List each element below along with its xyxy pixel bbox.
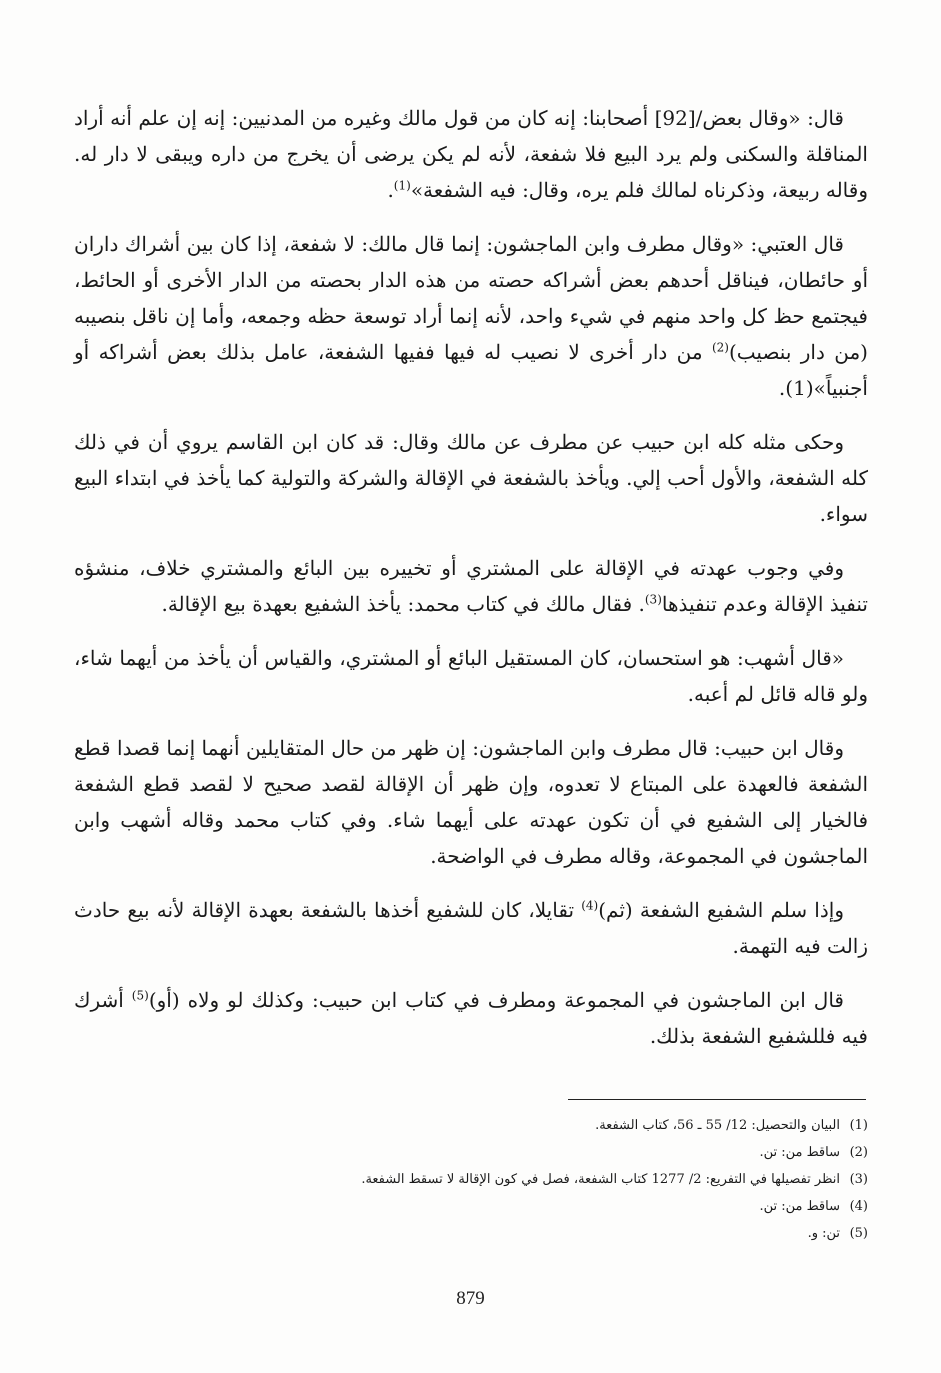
main-text <box>74 100 868 1072</box>
paragraph-8: قال ابن الماجشون في المجموعة ومطرف في كتاب ابن حبيب: وكذلك لو ولاه (أو)$^{(5)}$ أشرك فيه فللشفيع الشفعة بذلك. <box>74 988 868 1048</box>
footnote-number: (3) <box>849 1172 868 1187</box>
paragraph-6: وقال ابن حبيب: قال مطرف وابن الماجشون: إن ظهر من حال المتقايلين أنهما إنما قصدا قطع الشفعة فالعهدة على المبتاع لا تعدوه، وإن ظهر أن الإقالة لقصد صحيح لا لقصد قطع الشفعة فالخيار إلى الشفيع في أن تكون عهدته على أيهما شاء. وفي كتاب محمد وقاله أشهب وابن الماجشون في المجموعة، وقاله مطرف في الواضحة. <box>74 736 868 868</box>
footnote-item <box>74 1220 868 1247</box>
paragraph-5: «قال أشهب: هو استحسان، كان المستقيل البائع أو المشتري، والقياس أن يأخذ من أيهما شاء، ولو قاله قائل لم أعبه. <box>74 646 868 706</box>
paragraph-1: قال: «وقال بعض/[92] أصحابنا: إنه كان من قول مالك وغيره من المدنيين: إنه إن علم أنه أراد المناقلة والسكنى ولم يرد البيع فلا شفعة، لأنه لم يكن يرضى أن يخرج من داره ويبقى لا دار له. وقاله ربيعة، وذكرناه لمالك فلم يره، وقال: فيه الشفعة»$^{(1)}$. <box>74 106 868 202</box>
footnote-item <box>74 1166 868 1193</box>
footnote-number: (5) <box>849 1226 868 1241</box>
footnotes <box>74 1112 868 1247</box>
footnote-text: البيان والتحصيل: 12/ 55 ـ 56، كتاب الشفعة. <box>595 1118 840 1133</box>
footnote-item <box>74 1112 868 1139</box>
paragraph-4: وفي وجوب عهدته في الإقالة على المشتري أو تخييره بين البائع والمشتري خلاف، منشؤه تنفيذ الإقالة وعدم تنفيذها$^{(3)}$. فقال مالك في كتاب محمد: يأخذ الشفيع بعهدة بيع الإقالة. <box>74 556 868 616</box>
footnote-ref: (1) <box>393 178 411 193</box>
footnote-text: تن: و. <box>807 1226 840 1241</box>
footnote-divider <box>568 1099 866 1100</box>
footnote-ref: (3) <box>644 592 662 607</box>
footnote-text: ساقط من: تن. <box>759 1199 840 1214</box>
footnote-ref: (5) <box>131 988 149 1003</box>
footnote-number: (1) <box>849 1118 868 1133</box>
page-number: 879 <box>456 1288 485 1309</box>
paragraph-7: وإذا سلم الشفيع الشفعة (ثم)$^{(4)}$ تقايلا، كان للشفيع أخذها بالشفعة بعهدة الإقالة لأنه بيع حادث زالت فيه التهمة. <box>74 898 868 958</box>
footnote-ref: (4) <box>581 898 599 913</box>
footnote-text: ساقط من: تن. <box>759 1145 840 1160</box>
footnote-item <box>74 1139 868 1166</box>
footnote-number: (2) <box>849 1145 868 1160</box>
footnote-text: انظر تفصيلها في التفريع: 2/ 1277 كتاب الشفعة، فصل في كون الإقالة لا تسقط الشفعة. <box>361 1172 840 1187</box>
footnote-ref: (2) <box>711 340 729 355</box>
paragraph-2: قال العتبي: «وقال مطرف وابن الماجشون: إنما قال مالك: لا شفعة، إذا كان بين أشراك داران أو حائطان، فيناقل أحدهم بعض أشراكه حصته من هذه الدار بحصته من الدار الأخرى أو الحائط، فيجتمع حظ كل واحد منهم في شيء واحد، لأنه إنما أراد توسعة حظه وجمعه، وأما إن ناقل بنصيبه (من دار بنصيب)$^{(2)}$ من دار أخرى لا نصيب له فيها ففيها الشفعة، عامل بذلك بعض أشراكه أو أجنبياً»(1). <box>74 232 868 400</box>
footnote-number: (4) <box>849 1199 868 1214</box>
footnote-item <box>74 1193 868 1220</box>
paragraph-3: وحكى مثله كله ابن حبيب عن مطرف عن مالك وقال: قد كان ابن القاسم يروي أن في ذلك كله الشفعة، والأول أحب إلي. ويأخذ بالشفعة في الإقالة والشركة والتولية كما يأخذ في ابتداء البيع سواء. <box>74 430 868 526</box>
